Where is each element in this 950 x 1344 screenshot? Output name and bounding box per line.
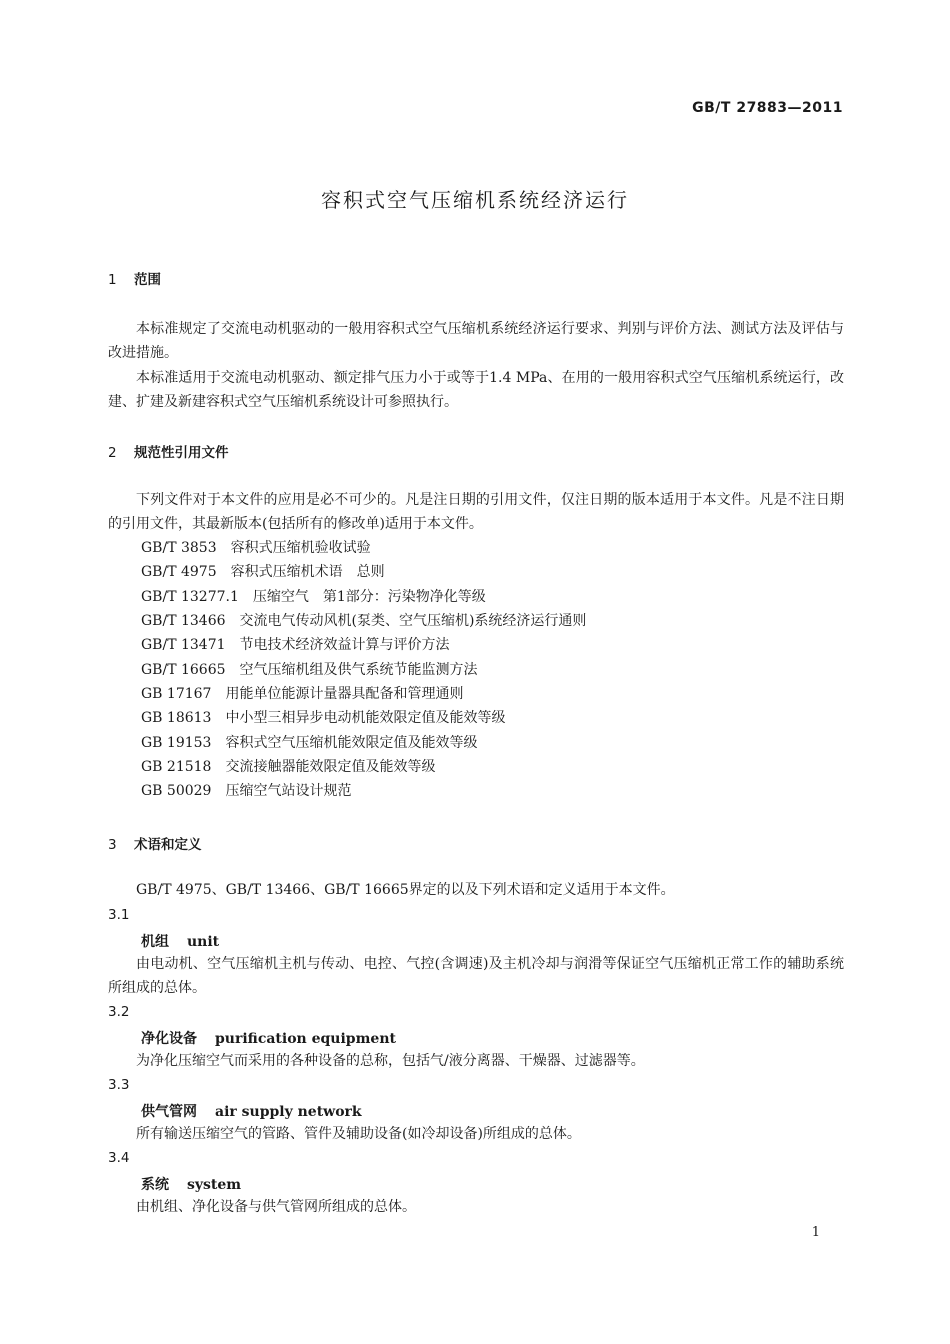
term-name	[141, 931, 219, 951]
page-number: 1	[811, 1225, 820, 1240]
term-name-zh: 净化设备	[141, 1031, 197, 1047]
reference-item: GB 18613 中小型三相异步电动机能效限定值及能效等级	[141, 710, 506, 726]
section-number: 1	[108, 272, 117, 288]
term-name-en: system	[187, 1177, 242, 1193]
section-number: 3	[108, 837, 117, 853]
term-name-zh: 供气管网	[141, 1104, 197, 1120]
reference-item: GB/T 13277.1 压缩空气 第1部分：污染物净化等级	[141, 589, 486, 605]
document-title: 容积式空气压缩机系统经济运行	[321, 188, 629, 212]
section-2-intro: 下列文件对于本文件的应用是必不可少的。凡是注日期的引用文件，仅注日期的版本适用于本文件。凡是不注日期的引用文件，其最新版本(包括所有的修改单)适用于本文件。	[108, 492, 844, 532]
section-title: 范围	[134, 272, 161, 288]
term-number: 3.2	[108, 1004, 130, 1020]
section-1-paragraph-2: 本标准适用于交流电动机驱动、额定排气压力小于或等于1.4 MPa、在用的一般用容积式空气压缩机系统运行，改建、扩建及新建容积式空气压缩机系统设计可参照执行。	[108, 370, 844, 410]
section-title: 规范性引用文件	[134, 445, 229, 461]
reference-item: GB 21518 交流接触器能效限定值及能效等级	[141, 759, 436, 775]
reference-item: GB 17167 用能单位能源计量器具配备和管理通则	[141, 686, 464, 702]
section-title: 术语和定义	[134, 837, 202, 853]
term-name-en: air supply network	[215, 1104, 362, 1120]
term-name	[141, 1101, 362, 1121]
term-name	[141, 1174, 241, 1194]
section-number: 2	[108, 445, 117, 461]
section-3-heading	[108, 833, 202, 853]
section-1-heading	[108, 268, 161, 288]
term-number: 3.1	[108, 907, 130, 923]
term-name	[141, 1028, 396, 1048]
reference-item: GB/T 13466 交流电气传动风机(泵类、空气压缩机)系统经济运行通则	[141, 613, 587, 629]
standard-code: GB/T 27883—2011	[692, 100, 843, 116]
section-1-paragraph-1: 本标准规定了交流电动机驱动的一般用容积式空气压缩机系统经济运行要求、判别与评价方法、测试方法及评估与改进措施。	[108, 321, 844, 361]
term-name-en: unit	[187, 934, 220, 950]
term-number: 3.4	[108, 1150, 130, 1166]
reference-item: GB/T 13471 节电技术经济效益计算与评价方法	[141, 637, 450, 653]
reference-item: GB/T 3853 容积式压缩机验收试验	[141, 540, 371, 556]
term-name-en: purification equipment	[215, 1031, 396, 1047]
term-definition: 由电动机、空气压缩机主机与传动、电控、气控(含调速)及主机冷却与润滑等保证空气压缩机正常工作的辅助系统所组成的总体。	[108, 956, 844, 996]
term-name-zh: 系统	[141, 1177, 169, 1193]
term-number: 3.3	[108, 1077, 130, 1093]
term-definition: 所有输送压缩空气的管路、管件及辅助设备(如冷却设备)所组成的总体。	[136, 1126, 581, 1142]
reference-item: GB/T 4975 容积式压缩机术语 总则	[141, 564, 385, 580]
term-definition: 由机组、净化设备与供气管网所组成的总体。	[136, 1199, 416, 1215]
section-3-intro: GB/T 4975、GB/T 13466、GB/T 16665界定的以及下列术语和定义适用于本文件。	[136, 882, 675, 898]
reference-item: GB 50029 压缩空气站设计规范	[141, 783, 352, 799]
term-definition: 为净化压缩空气而采用的各种设备的总称，包括气/液分离器、干燥器、过滤器等。	[136, 1053, 645, 1069]
reference-item: GB 19153 容积式空气压缩机能效限定值及能效等级	[141, 735, 478, 751]
term-name-zh: 机组	[141, 934, 169, 950]
section-2-heading	[108, 441, 229, 461]
reference-item: GB/T 16665 空气压缩机组及供气系统节能监测方法	[141, 662, 478, 678]
